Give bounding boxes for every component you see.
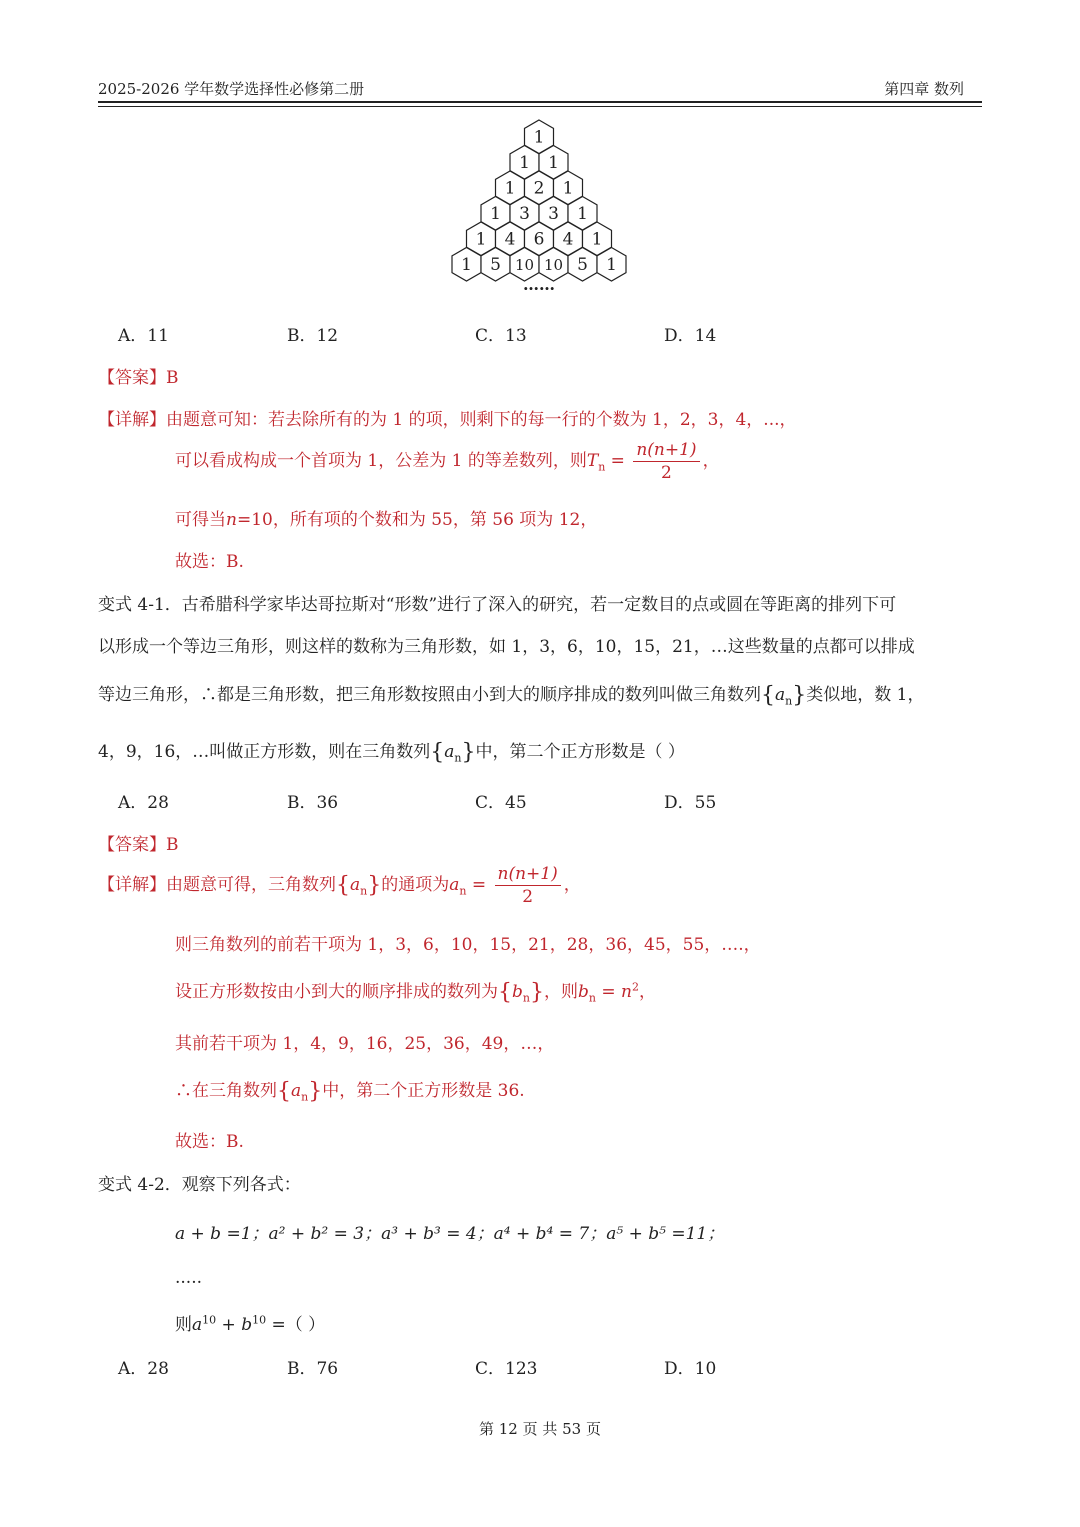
- v41-stem-line-4: 4，9，16，…叫做正方形数，则在三角数列$\{a_n\}$中，第二个正方形数是（ ）: [98, 740, 685, 765]
- answer-value: B: [166, 835, 179, 855]
- hexagon-value: 1: [461, 255, 472, 276]
- detail-text: 可得当: [175, 510, 226, 530]
- fraction-numerator: n(n+1): [495, 864, 561, 886]
- v41-detail-line-2: 则三角数列的前若干项为 1，3，6，10，15，21，28，36，45，55，….，: [175, 935, 761, 955]
- math-sub: n: [454, 751, 462, 765]
- hexagon-value: 10: [514, 256, 535, 275]
- math-n: n: [226, 510, 237, 530]
- hexagon-value: 1: [606, 255, 617, 276]
- q4-detail-line-1: [98, 405, 797, 430]
- hexagon-value: 4: [504, 229, 516, 250]
- hexagon-value: 10: [543, 256, 564, 275]
- math-sub: n: [459, 884, 467, 898]
- v41-option-b: B．36: [287, 793, 339, 813]
- detail-text: 的通项为: [381, 875, 450, 895]
- punct: ，: [563, 875, 581, 895]
- detail-text: =10，所有项的个数和为 55，第 56 项为 12，: [236, 510, 598, 530]
- v42-equations: a + b =1；a² + b² = 3；a³ + b³ = 4；a⁴ + b⁴ = 7；a⁵ + b⁵ =11；: [175, 1224, 725, 1244]
- math-a: a: [449, 875, 460, 895]
- v41-option-a: A．28: [118, 793, 169, 813]
- hexagon-value: 5: [577, 255, 588, 276]
- question-text: =（ ）: [271, 1315, 326, 1335]
- math-eq: = n: [601, 982, 632, 1002]
- v41-option-c: C．45: [475, 793, 527, 813]
- v41-stem-line-1: 变式 4-1．古希腊科学家毕达哥拉斯对“形数”进行了深入的研究，若一定数目的点或圆在等距离的排列下可: [98, 595, 897, 615]
- hexagon-value: 1: [519, 153, 530, 174]
- hexagon-value: 3: [548, 204, 559, 225]
- punct: ，: [702, 451, 720, 471]
- q4-detail-line-2: 可以看成构成一个首项为 1，公差为 1 的等差数列，则$T_n$ = $\frac{n(n+1)}{2}$ ，: [175, 440, 720, 483]
- detail-tag: 【详解】: [98, 875, 166, 895]
- hexagon-value: 1: [490, 204, 501, 225]
- hexagon-value: 6: [533, 229, 545, 250]
- hexagon-value: 1: [548, 153, 559, 174]
- answer-tag: 【答案】: [98, 835, 166, 855]
- v41-detail-line-3: 设正方形数按由小到大的顺序排成的数列为$\{b_n\}$，则$b_n = n^2$，: [175, 980, 656, 1005]
- detail-text: 由题意可知：若去除所有的为 1 的项，则剩下的每一行的个数为 1，2，3，4，...，: [166, 410, 797, 430]
- v42-dots: .....: [175, 1268, 203, 1288]
- pascal-hexagon-triangle: [420, 112, 660, 292]
- v42-option-a: A．28: [118, 1359, 169, 1379]
- page-footer: 第 12 页 共 53 页: [478, 1420, 601, 1438]
- math-b: b: [512, 982, 523, 1002]
- stem-text: 中，第二个正方形数是（ ）: [475, 742, 685, 762]
- stem-text: 等边三角形，∴都是三角形数，把三角形数按照由小到大的顺序排成的数列叫做三角数列: [98, 685, 761, 705]
- hexagon-value: 1: [577, 204, 588, 225]
- hexagon-value: 1: [533, 127, 545, 148]
- detail-text: 由题意可得，三角数列: [166, 875, 336, 895]
- q4-option-a: A．11: [118, 326, 169, 346]
- v41-stem-line-3: 等边三角形，∴都是三角形数，把三角形数按照由小到大的顺序排成的数列叫做三角数列$\{a_n\}$类似地，数 1，: [98, 683, 925, 708]
- detail-text: 设正方形数按由小到大的顺序排成的数列为: [175, 982, 498, 1002]
- hexagon-value: 2: [533, 178, 545, 199]
- hexagon-value: 1: [591, 229, 603, 250]
- math-a: a: [775, 685, 786, 705]
- fraction-numerator: n(n+1): [633, 440, 699, 462]
- q4-answer: [98, 363, 179, 388]
- q4-detail-line-3: [175, 505, 597, 530]
- v41-detail-line-5: ∴在三角数列$\{a_n\}$中，第二个正方形数是 36.: [175, 1079, 525, 1104]
- answer-tag: 【答案】: [98, 368, 166, 388]
- v42-question: 则$a^{10} + b^{10}$ =（ ）: [175, 1313, 326, 1335]
- math-sup: 2: [631, 980, 639, 994]
- header-left: 2025-2026 学年数学选择性必修第二册: [98, 80, 365, 98]
- answer-value: B: [166, 368, 179, 388]
- stem-text: 4，9，16，…叫做正方形数，则在三角数列: [98, 742, 431, 762]
- q4-option-d: D．14: [664, 326, 717, 346]
- v41-option-d: D．55: [664, 793, 717, 813]
- header-rule-thin: [98, 106, 982, 107]
- hexagon-value: 1: [562, 178, 574, 199]
- math-sub: n: [301, 1090, 309, 1104]
- fraction-denominator: 2: [661, 463, 672, 483]
- math-sub: n: [598, 460, 606, 474]
- math-a: a: [444, 742, 455, 762]
- detail-tag: 【详解】: [98, 410, 166, 430]
- fraction-denominator: 2: [522, 887, 534, 907]
- v42-option-c: C．123: [475, 1359, 538, 1379]
- q4-detail-line-4: 故选：B.: [175, 552, 244, 572]
- hexagon-value: 3: [519, 204, 530, 225]
- hexagon-value: 1: [504, 178, 516, 199]
- math-T: T: [586, 451, 599, 471]
- math-a: a: [350, 875, 361, 895]
- v42-title: 变式 4-2．观察下列各式：: [98, 1175, 301, 1195]
- detail-text: 中，第二个正方形数是 36.: [322, 1081, 525, 1101]
- hexagon-value: 1: [475, 229, 487, 250]
- header-right: 第四章 数列: [884, 80, 964, 98]
- math-a: a: [291, 1081, 302, 1101]
- q4-option-c: C．13: [475, 326, 527, 346]
- detail-text: ∴在三角数列: [175, 1081, 277, 1101]
- question-text: 则: [175, 1315, 192, 1335]
- detail-text: 可以看成构成一个首项为 1，公差为 1 的等差数列，则: [175, 451, 587, 471]
- fraction: [495, 864, 561, 907]
- math-b: b: [577, 982, 589, 1002]
- math-sub: n: [785, 694, 793, 708]
- v41-detail-line-6: 故选：B.: [175, 1132, 244, 1152]
- v41-detail-line-1: 【详解】由题意可得，三角数列$\{a_n\}$的通项为$a_n$ = $\frac{n(n+1)}{2}$ ，: [98, 864, 581, 907]
- v42-option-d: D．10: [664, 1359, 717, 1379]
- stem-text: 类似地，数 1，: [806, 685, 925, 705]
- detail-text: ，则: [543, 982, 578, 1002]
- punct: ，: [638, 982, 656, 1002]
- v42-option-b: B．76: [287, 1359, 339, 1379]
- math-sub: n: [588, 991, 596, 1005]
- v41-answer: [98, 830, 179, 855]
- math-sub: n: [360, 884, 368, 898]
- v41-stem-line-2: 以形成一个等边三角形，则这样的数称为三角形数，如 1，3，6，10，15，21，…这些数量的点都可以排成: [98, 637, 915, 657]
- hexagon-value: 5: [490, 255, 501, 276]
- fraction: [633, 440, 699, 483]
- math-sub: n: [522, 991, 530, 1005]
- triangle-ellipsis: ……: [523, 275, 555, 292]
- q4-option-b: B．12: [287, 326, 339, 346]
- hexagon-value: 4: [562, 229, 574, 250]
- v41-detail-line-4: 其前若干项为 1，4，9，16，25，36，49，…，: [175, 1034, 555, 1054]
- header-rule-thick: [98, 101, 982, 103]
